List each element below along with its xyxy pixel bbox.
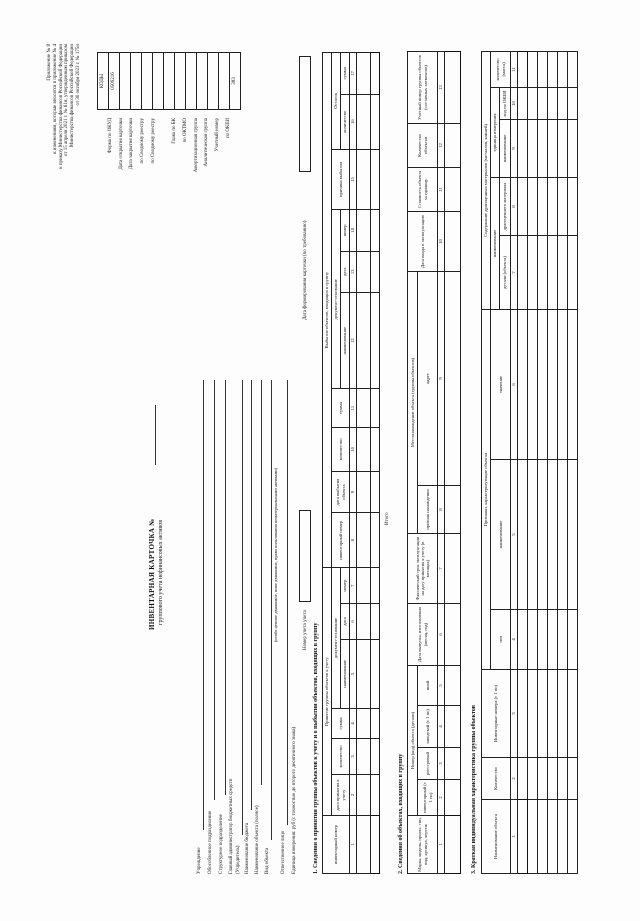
col-number: 16 xyxy=(350,94,357,149)
codes-labels xyxy=(108,118,236,270)
col-number: 13 xyxy=(350,251,357,292)
col-header: Номер (код) объекта (детали) xyxy=(408,666,418,816)
col-header: документ-основание xyxy=(332,210,341,389)
col-number: 3 xyxy=(350,739,357,775)
col-header: адрес xyxy=(418,271,438,485)
col-header: Марка, модель, проект, тип, вид, артикул, чертеж xyxy=(408,816,438,874)
col-number: 17 xyxy=(350,53,357,95)
col-header: заводской (с 1 по) xyxy=(418,706,438,748)
col-number: 5 xyxy=(350,639,357,708)
col-header: Местонахождение объекта (группы объектов) xyxy=(408,271,418,533)
field-label: Наименование бюджета xyxy=(245,822,250,874)
col-header: дата xyxy=(341,251,350,292)
col-header: наименование xyxy=(341,639,350,708)
col-header: единица измерения xyxy=(491,87,500,177)
field-label: Обособленное подразделение xyxy=(208,810,213,874)
field-label: Ответственное лицо xyxy=(281,830,286,874)
col-number: 10 xyxy=(511,87,518,119)
col-number: 11 xyxy=(511,51,518,87)
col-header: Признаки, характеризующие объекты xyxy=(482,309,491,669)
table-row[interactable] xyxy=(538,51,548,873)
col-header: номер xyxy=(341,568,350,604)
column-numbers-row xyxy=(511,51,518,873)
table-row[interactable] xyxy=(528,51,538,873)
col-header: детали (объекта) xyxy=(500,235,511,309)
col-header: Дата выпуска, изготовления (месяц, год) xyxy=(408,604,438,666)
col-header: наименование xyxy=(491,460,511,610)
col-header: Учетный номер группы объектов (составных элементов) xyxy=(408,51,438,123)
col-header: Принятие группы объектов к учету xyxy=(323,568,332,816)
field-label: Учреждение xyxy=(197,847,202,874)
table-row[interactable] xyxy=(445,51,461,873)
code-cell[interactable] xyxy=(197,53,208,110)
col-header: инвентарный номер xyxy=(323,816,350,874)
col-number: 11 xyxy=(438,167,445,211)
col-header: количество xyxy=(332,739,350,775)
field-line[interactable] xyxy=(251,380,252,810)
col-number: 9 xyxy=(511,119,518,177)
col-number: 2 xyxy=(350,774,357,815)
col-number: 14 xyxy=(350,210,357,251)
col-header: Наименование объекта xyxy=(482,800,511,874)
field-label: Главный администратор бюджетных средств xyxy=(229,778,234,874)
col-header: иной xyxy=(418,666,438,706)
appendix-line: к приказу Министерства финансов Российской Федерации xyxy=(58,44,64,169)
col-header: признак нахождения xyxy=(418,486,438,534)
table-row[interactable] xyxy=(548,51,558,873)
col-header: причина выбытия xyxy=(332,149,350,210)
col-header: количество (масса) xyxy=(491,51,511,87)
field-label: Единица измерения: руб (с точностью до второго десятичного знака) xyxy=(292,726,297,874)
section1-table xyxy=(322,52,380,874)
registration-number-box[interactable] xyxy=(299,510,311,602)
rotated-form xyxy=(45,40,565,880)
col-header: сумма xyxy=(332,389,350,428)
code-cell[interactable] xyxy=(175,53,186,110)
col-number: 3 xyxy=(511,670,518,758)
code-cell[interactable] xyxy=(142,53,153,110)
col-number: 12 xyxy=(350,292,357,388)
column-numbers-row xyxy=(438,51,445,873)
code-label: Форма по ОКУД xyxy=(108,118,113,154)
col-number: 5 xyxy=(438,666,445,706)
col-number: 10 xyxy=(350,427,357,471)
col-number: 6 xyxy=(438,604,445,666)
col-header: значение xyxy=(491,309,511,459)
appendix-number: Приложение № 8 xyxy=(47,44,52,81)
field-line[interactable] xyxy=(261,380,262,785)
col-header: наименование xyxy=(341,292,350,388)
form-title: ИНВЕНТАРНАЯ КАРТОЧКА № xyxy=(148,518,156,630)
col-number: 8 xyxy=(511,177,518,235)
appendix-line: от 30 октября 2023 г. № 175н xyxy=(75,44,81,106)
col-number: 1 xyxy=(350,816,357,874)
col-number: 3 xyxy=(438,748,445,780)
code-label: Учетный номер xyxy=(214,118,220,152)
col-number: 15 xyxy=(350,149,357,210)
field-note: (особо ценное движимое, иное движимое, право пользования нематериальными активами) xyxy=(273,467,278,643)
table-row[interactable] xyxy=(371,53,380,874)
code-label: по Сводному реестру xyxy=(150,118,156,164)
col-number: 11 xyxy=(350,389,357,428)
section3-table xyxy=(481,51,578,874)
field-label: Наименование объекта (полное) xyxy=(255,805,260,874)
col-number: 12 xyxy=(438,123,445,167)
code-label: Аналитическая группа xyxy=(204,118,210,167)
col-header: сумма xyxy=(332,708,350,738)
card-number-line[interactable] xyxy=(155,405,156,465)
col-number: 4 xyxy=(438,706,445,748)
code-cell[interactable] xyxy=(120,53,131,110)
total-label: Итого xyxy=(385,512,390,525)
code-label: Дата закрытия карточки xyxy=(129,118,135,170)
col-number: 7 xyxy=(438,534,445,604)
table-row[interactable] xyxy=(357,53,371,874)
code-label: Глава по БК xyxy=(172,118,178,144)
col-number: 1 xyxy=(438,816,445,874)
section2-table xyxy=(407,51,461,874)
col-number: 8 xyxy=(438,486,445,534)
table-row[interactable] xyxy=(558,51,568,873)
col-header: сумма xyxy=(341,53,350,95)
okei-code: 383 xyxy=(230,53,241,110)
code-cell[interactable] xyxy=(164,53,175,110)
column-numbers-row xyxy=(350,53,357,874)
col-header: инвентарный (с 1 по) xyxy=(418,780,438,816)
col-number: 1 xyxy=(511,800,518,874)
col-number: 8 xyxy=(350,513,357,568)
appendix-header xyxy=(47,44,82,274)
col-header: дата принятия к учету xyxy=(332,774,350,815)
col-header: Количество xyxy=(482,758,511,800)
section3-title: 3. Краткая индивидуальная характеристика группы объектов xyxy=(471,704,477,874)
col-header: драгоценного материала xyxy=(500,177,511,235)
col-header: дата xyxy=(341,604,350,640)
col-number: 4 xyxy=(350,708,357,738)
col-header: количество xyxy=(341,94,350,149)
col-header: количество xyxy=(332,427,350,471)
col-number: 6 xyxy=(511,309,518,459)
col-header: Фактический срок эксплуатации на дату принятия к учету (в месяцах) xyxy=(408,534,438,604)
col-number: 10 xyxy=(438,211,445,271)
appendix-line: от 15 апреля 2021 г. № 61н, утвержденным приказом xyxy=(64,44,70,157)
col-number: 6 xyxy=(350,604,357,640)
field-line[interactable] xyxy=(214,380,215,800)
code-label: Амортизационная группа xyxy=(193,118,199,173)
col-number: 2 xyxy=(438,780,445,816)
col-header: номер xyxy=(341,210,350,251)
okud-code: 0509216 xyxy=(109,53,120,110)
field-line[interactable] xyxy=(271,380,272,840)
col-number: 9 xyxy=(350,471,357,512)
date-formed-label: Дата формирования карточки (по требованию) xyxy=(303,220,308,320)
code-cell[interactable] xyxy=(208,53,219,110)
col-header: инвентарный номер xyxy=(332,513,350,568)
col-header: Дата ввода в эксплуатацию xyxy=(408,211,438,271)
code-cell[interactable] xyxy=(131,53,142,110)
date-formed-box[interactable] xyxy=(299,56,311,172)
code-label: по ОКТМО xyxy=(182,118,188,143)
field-line[interactable] xyxy=(287,380,288,825)
col-header: дата выбытия объекта xyxy=(332,471,350,512)
col-number: 4 xyxy=(511,610,518,670)
code-label: по Сводному реестру xyxy=(140,118,146,164)
col-header: Стоимость объекта за единицу xyxy=(408,167,438,211)
col-number: 7 xyxy=(350,568,357,604)
section2-title: 2. Сведения об объектах, входящих в группу xyxy=(398,753,404,874)
section1-title: 1. Сведения о принятии группы объектов к учету и о выбытии объектов, входящих в группу xyxy=(313,622,319,874)
col-header: Содержание драгоценных материалов (металлов, камней) xyxy=(482,51,491,309)
table-row[interactable] xyxy=(568,51,578,873)
col-number: 7 xyxy=(511,235,518,309)
field-line[interactable] xyxy=(203,380,204,830)
col-header: Инвентарные номера (с 1 по) xyxy=(482,670,511,758)
codes-table xyxy=(97,52,241,110)
table-row[interactable] xyxy=(518,51,528,873)
code-label xyxy=(161,118,172,270)
registration-number-label: Номер учета учета xyxy=(303,610,308,650)
field-line[interactable] xyxy=(242,380,243,835)
appendix-line: к изменениям, которые вносятся в приложение № 4 xyxy=(52,44,58,154)
field-label: Структурное подразделение xyxy=(219,814,224,874)
col-number: 9 xyxy=(438,271,445,485)
code-cell[interactable] xyxy=(186,53,197,110)
col-header: реестровый xyxy=(418,748,438,780)
col-header: документ-основание xyxy=(332,568,341,708)
col-header: наименование xyxy=(491,177,500,309)
field-label: (Учредитель) xyxy=(236,845,241,874)
field-label: Вид объекта xyxy=(265,847,270,874)
col-header: тип xyxy=(491,610,511,670)
code-cell[interactable] xyxy=(153,53,164,110)
col-number: 5 xyxy=(511,460,518,610)
col-number: 13 xyxy=(438,51,445,123)
col-header: Выбытие объектов, входящих в группу xyxy=(323,53,332,568)
col-header: Остаток xyxy=(332,53,341,150)
col-header: Количество объектов xyxy=(408,123,438,167)
col-header: наименование xyxy=(500,119,511,177)
form-subtitle: группового учета нефинансовых активов xyxy=(158,519,164,625)
field-line[interactable] xyxy=(225,380,226,795)
code-label: по ОКЕИ xyxy=(225,118,231,139)
col-header: код по ОКЕИ xyxy=(500,87,511,119)
codes-header: КОДЫ xyxy=(98,53,109,110)
code-cell[interactable] xyxy=(219,53,230,110)
code-label: Дата открытия карточки xyxy=(118,118,124,170)
appendix-line: Министерства финансов Российской Федерации xyxy=(70,44,75,148)
codes-block xyxy=(97,52,241,110)
col-number: 2 xyxy=(511,758,518,800)
